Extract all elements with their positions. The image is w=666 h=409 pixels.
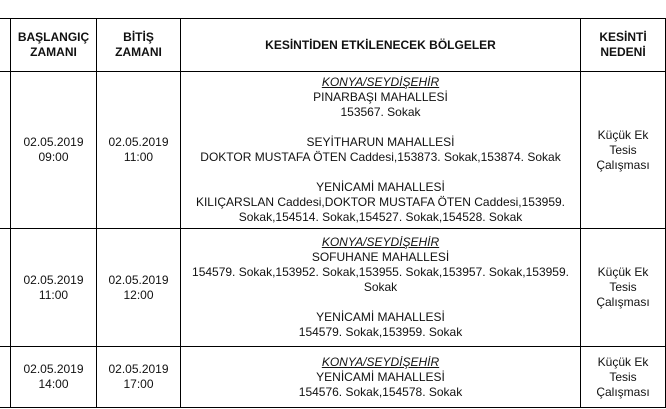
cropped-top-text: [0, 0, 666, 6]
header-end-time: BİTİŞ ZAMANI: [97, 19, 181, 72]
start-time-cell: 02.05.2019 09:00: [11, 72, 97, 229]
outage-table: [0, 18, 666, 408]
table-row: [0, 72, 666, 229]
header-reason: KESİNTİ NEDENİ: [581, 19, 666, 72]
edge-cell: [0, 347, 11, 408]
table-row: [0, 347, 666, 408]
neighborhood-name: YENİCAMİ MAHALLESİ: [316, 369, 445, 384]
street-list: 154576. Sokak,154578. Sokak: [298, 384, 463, 399]
header-start-time: BAŞLANGIÇ ZAMANI: [11, 19, 97, 72]
street-list: DOKTOR MUSTAFA ÖTEN Caddesi,153873. Sokak,153874. Sokak: [200, 150, 561, 164]
reason-cell: Küçük Ek Tesis Çalışması: [581, 347, 666, 408]
start-time-cell: 02.05.2019 14:00: [11, 347, 97, 408]
regions-cell: [181, 229, 581, 347]
edge-cell: [0, 19, 11, 72]
edge-cell: [0, 229, 11, 347]
street-list: Sokak,154514. Sokak,154527. Sokak,154528. Sokak: [238, 210, 523, 224]
header-affected-regions: KESİNTİDEN ETKİLENECEK BÖLGELER: [181, 19, 581, 72]
street-list: 154579. Sokak,153952. Sokak,153955. Sokak,153957. Sokak,153959.: [192, 265, 569, 279]
region-name: KONYA/SEYDİŞEHİR: [321, 75, 440, 89]
neighborhood-name: SEYİTHARUN MAHALLESİ: [306, 135, 455, 149]
neighborhood-name: YENİCAMİ MAHALLESİ: [316, 180, 445, 194]
edge-cell: [0, 72, 11, 229]
regions-cell: [181, 347, 581, 408]
street-list: 154579. Sokak,153959. Sokak: [298, 325, 463, 339]
street-list: Sokak: [363, 280, 398, 294]
end-time-cell: 02.05.2019 17:00: [97, 347, 181, 408]
end-time-cell: 02.05.2019 11:00: [97, 72, 181, 229]
neighborhood-name: YENİCAMİ MAHALLESİ: [316, 310, 445, 324]
neighborhood-name: PINARBAŞI MAHALLESİ: [313, 90, 448, 104]
end-time-cell: 02.05.2019 12:00: [97, 229, 181, 347]
street-list: KILIÇARSLAN Caddesi,DOKTOR MUSTAFA ÖTEN Caddesi,153959.: [195, 195, 566, 209]
street-list: 153567. Sokak: [340, 105, 421, 119]
regions-cell: [181, 72, 581, 229]
reason-cell: Küçük Ek Tesis Çalışması: [581, 72, 666, 229]
table-header-row: [0, 19, 666, 72]
region-name: KONYA/SEYDİŞEHİR: [321, 354, 440, 369]
table-row: [0, 229, 666, 347]
reason-cell: Küçük Ek Tesis Çalışması: [581, 229, 666, 347]
neighborhood-name: SOFUHANE MAHALLESİ: [311, 250, 450, 264]
region-name: KONYA/SEYDİŞEHİR: [321, 235, 440, 249]
start-time-cell: 02.05.2019 11:00: [11, 229, 97, 347]
